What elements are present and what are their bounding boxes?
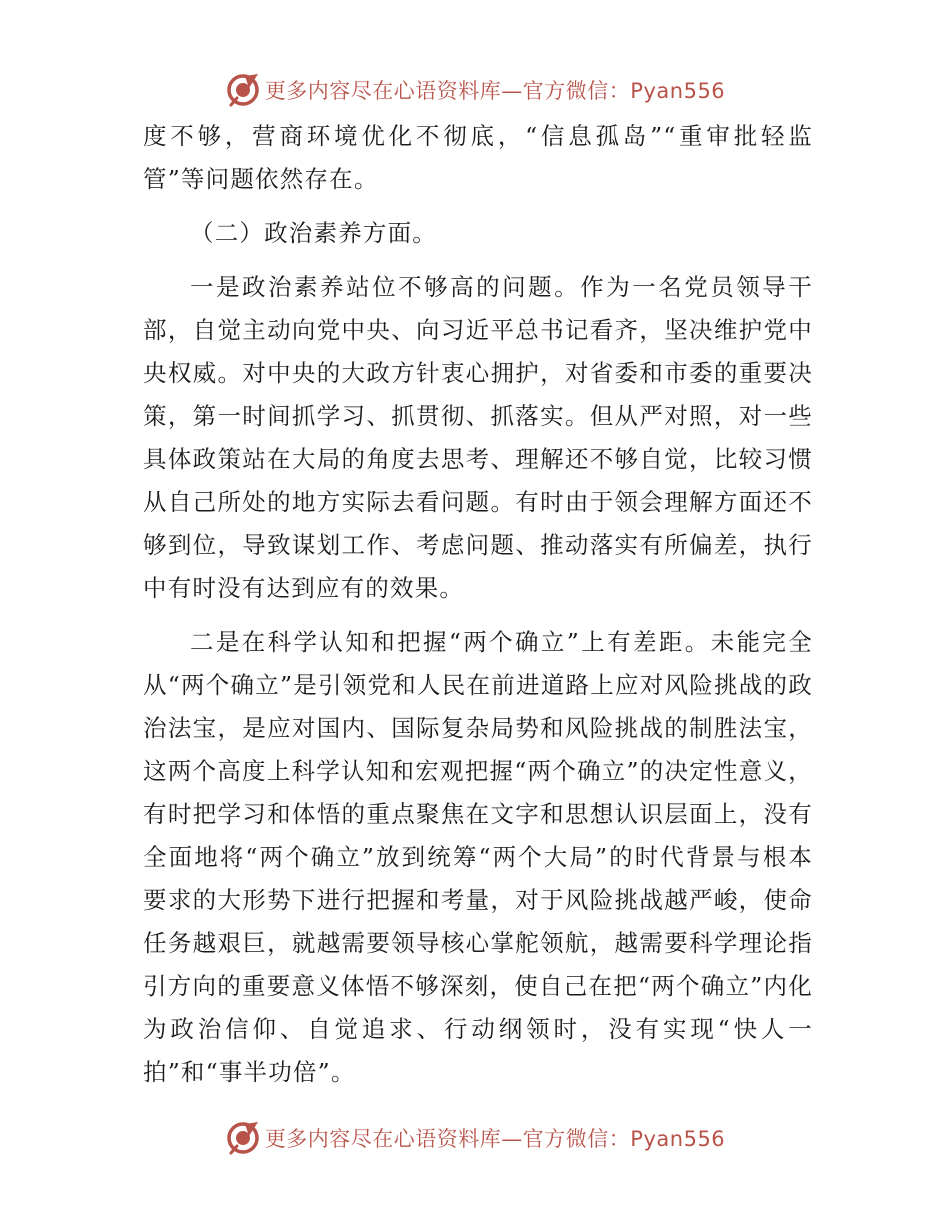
- pen-circle-logo-icon: [225, 72, 261, 108]
- paragraph: 一是政治素养站位不够高的问题。作为一名党员领导干部，自觉主动向党中央、向习近平总书记看齐，坚决维护党中央权威。对中央的大政方针衷心拥护，对省委和市委的重要决策，第一时间抓学习、抓贯彻、抓落实。但从严对照，对一些具体政策站在大局的角度去思考、理解还不够自觉，比较习惯从自己所处的地方实际去看问题。有时由于领会理解方面还不够到位，导致谋划工作、考虑问题、推动落实有所偏差，执行中有时没有达到应有的效果。: [143, 273, 813, 602]
- pen-circle-logo-icon: [225, 1120, 261, 1156]
- header-banner: [0, 70, 950, 110]
- document-body: [143, 115, 813, 1094]
- banner-text: 更多内容尽在心语资料库—官方微信：Pyan556: [264, 79, 726, 103]
- paragraph: 二是在科学认知和把握“两个确立”上有差距。未能完全从“两个确立”是引领党和人民在前进道路上应对风险挑战的政治法宝，是应对国内、国际复杂局势和风险挑战的制胜法宝，这两个高度上科学认知和宏观把握“两个确立”的决定性意义，有时把学习和体悟的重点聚焦在文字和思想认识层面上，没有全面地将“两个确立”放到统筹“两个大局”的时代背景与根本要求的大形势下进行把握和考量，对于风险挑战越严峻，使命任务越艰巨，就越需要领导核心掌舵领航，越需要科学理论指引方向的重要意义体悟不够深刻，使自己在把“两个确立”内化为政治信仰、自觉追求、行动纲领时，没有实现“快人一拍”和“事半功倍”。: [143, 628, 813, 1086]
- banner-text: 更多内容尽在心语资料库—官方微信：Pyan556: [264, 1127, 726, 1151]
- section-heading: （二）政治素养方面。: [190, 219, 437, 247]
- paragraph-continuation: 度不够，营商环境优化不彻底，“信息孤岛”“重审批轻监管”等问题依然存在。: [143, 122, 813, 193]
- footer-banner: [0, 1118, 950, 1158]
